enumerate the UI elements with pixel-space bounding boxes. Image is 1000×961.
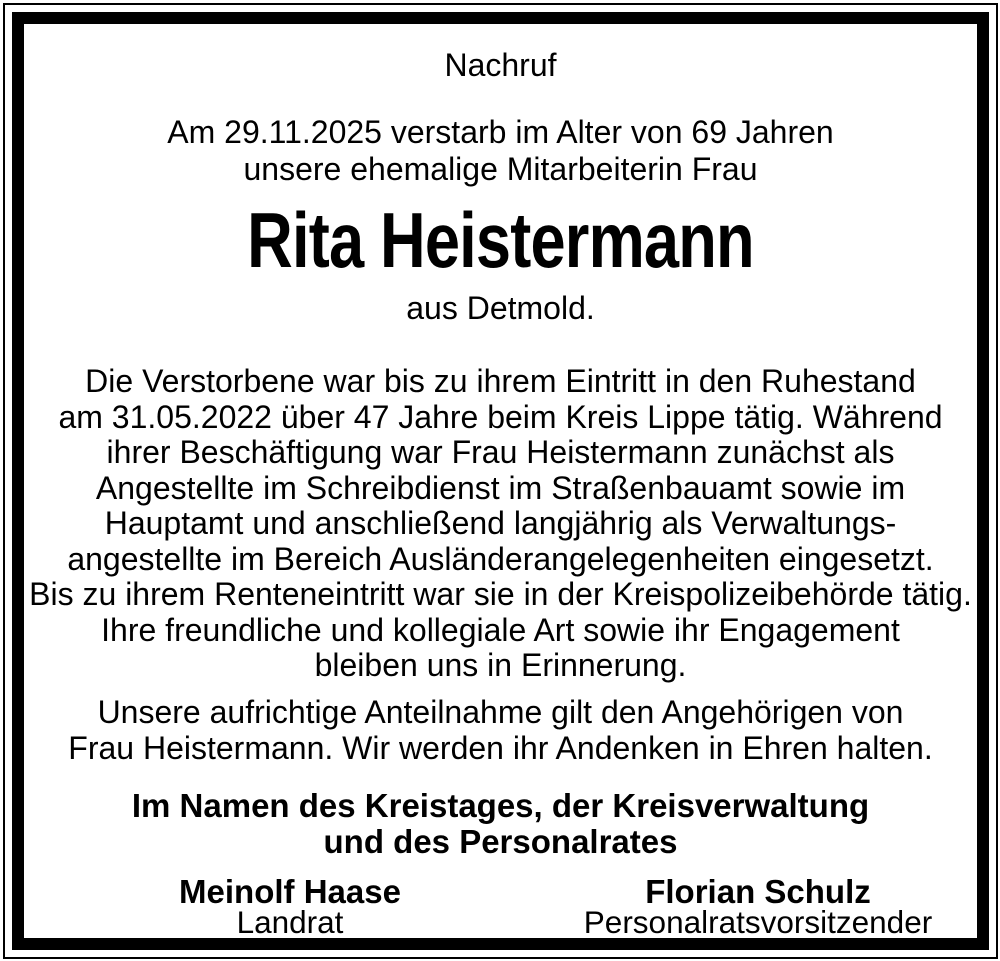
body-line: bleiben uns in Erinnerung.: [314, 647, 687, 683]
signature-name: Florian Schulz: [645, 873, 871, 910]
body-line: Die Verstorbene war bis zu ihrem Eintritt in den Ruhestand: [85, 363, 916, 399]
body-line: Bis zu ihrem Renteneintritt war sie in der Kreispolizeibehörde tätig.: [29, 576, 972, 612]
outer-rule-frame: [3, 3, 998, 959]
body-line: ihrer Beschäftigung war Frau Heistermann zunächst als: [106, 434, 895, 470]
notice-title: Nachruf: [444, 47, 557, 83]
obituary-content: [24, 24, 977, 938]
body-line: Angestellte im Schreibdienst im Straßenbauamt sowie im: [95, 469, 906, 506]
in-name-of-block: [24, 788, 977, 859]
condolence-paragraph: [24, 695, 977, 766]
signature-name: Meinolf Haase: [179, 873, 401, 910]
signature-role: Personalratsvorsitzender: [583, 904, 933, 940]
inner-rule-frame: [12, 12, 989, 950]
body-line: Hauptamt und anschließend langjährig als Verwaltungs-: [104, 505, 897, 541]
intro-paragraph: [24, 114, 977, 188]
body-line: am 31.05.2022 über 47 Jahre beim Kreis Lippe tätig. Während: [58, 398, 943, 435]
origin-line: aus Detmold.: [406, 290, 595, 326]
in-name-of-line: Im Namen des Kreistages, der Kreisverwaltung: [131, 787, 870, 824]
in-name-of-line: und des Personalrates: [323, 822, 678, 860]
signature-personalrat: [583, 873, 933, 940]
body-line: angestellte im Bereich Ausländerangelegenheiten eingesetzt.: [67, 540, 934, 577]
condolence-line: Frau Heistermann. Wir werden ihr Andenken in Ehren halten.: [68, 729, 933, 766]
body-line: Ihre freundliche und kollegiale Art sowie ihr Engagement: [101, 611, 900, 648]
intro-line: Am 29.11.2025 verstarb im Alter von 69 Jahren: [167, 114, 834, 150]
deceased-name-text: Rita Heistermann: [247, 196, 754, 284]
deceased-name: [24, 196, 977, 284]
signature-role: Landrat: [236, 904, 344, 940]
signature-landrat: [179, 873, 401, 940]
condolence-line: Unsere aufrichtige Anteilnahme gilt den Angehörigen von: [97, 694, 904, 730]
intro-line: unsere ehemalige Mitarbeiterin Frau: [243, 151, 758, 187]
biography-paragraph: [24, 364, 977, 684]
